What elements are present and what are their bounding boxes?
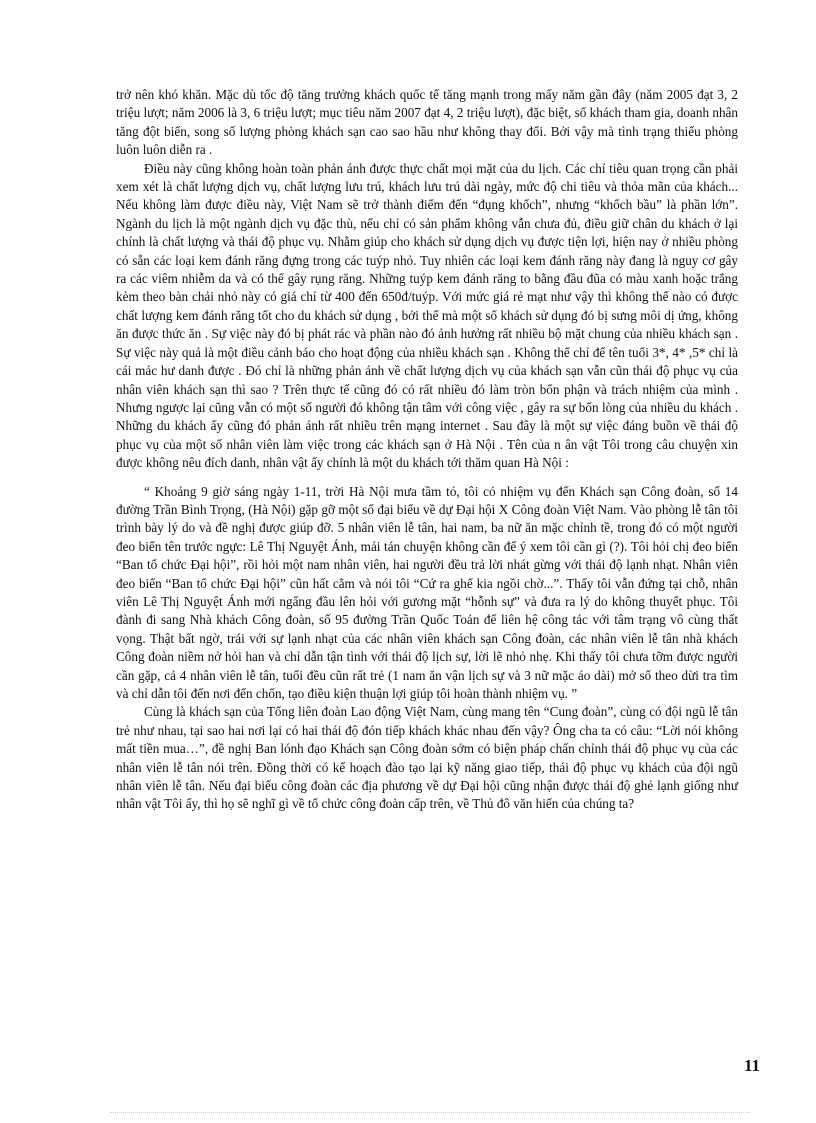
body-text (116, 86, 738, 814)
footer-divider (110, 1112, 750, 1113)
paragraph-4: Cùng là khách sạn của Tổng liên đoàn Lao động Việt Nam, cùng mang tên “Cung đoàn”, cùng có đội ngũ lễ tân trẻ như nhau, tại sao hai nơi lại có hai thái độ đón tiếp khách khác nhau đến vậy? Ông cha ta có câu: “Lời nói không mất tiền mua…”, đề nghị Ban lónh đạo Khách sạn Công đoàn sớm có biện pháp chấn chỉnh thái độ phục vụ của các nhân viên lễ tân nói trên. Đồng thời có kế hoạch đào tạo lại kỹ năng giao tiếp, thái độ phục vụ khách của đội ngũ nhân viên lễ tân. Nếu đại biểu công đoàn các địa phương về dự Đại hội cũng nhận được thái độ ghẻ lạnh giống như nhân vật Tôi ấy, thì họ sẽ nghĩ gì về tổ chức công đoàn cấp trên, về Thủ đô văn hiến của chúng ta? (116, 704, 738, 812)
paragraph-2: Điều này cũng không hoàn toàn phản ánh được thực chất mọi mặt của du lịch. Các chỉ tiêu quan trọng cần phải xem xét là chất lượng dịch vụ, chất lượng lưu trú, khách lưu trú dài ngày, mức độ chi tiêu và thỏa mãn của khách... Nếu không làm được điều này, Việt Nam sẽ trở thành điểm đến “đụng khổch”, nhưng “khổch bầu” là phần lớn”. Ngành du lịch là một ngành dịch vụ đặc thù, nếu chỉ có sản phẩm không vẫn chưa đủ, điều giữ chân du khách ở lại chính là chất lượng và thái độ phục vụ. Nhằm giúp cho khách sử dụng dịch vụ được tiện lợi, hiện nay ở nhiều phòng có sẵn các loại kem đánh răng đựng trong các tuýp nhỏ. Tuy nhiên các loại kem đánh răng này đang là nguy cơ gây ra các viêm nhiễm da và có thể gây rụng răng. Những tuýp kem đánh răng to bằng đầu đũa có màu xanh hoặc trắng kèm theo bàn chải nhỏ này có giá chỉ từ 400 đến 650đ/tuýp. Với mức giá rẻ mạt như vậy thì không thể nào có được chất lượng kem đánh răng tốt cho du khách sử dụng , bởi thế mà một số khách sử dụng đó bị sưng môi dị ứng, không ăn được thức ăn . Sự việc này đó bị phát rác và phần nào đó ảnh hưởng rất nhiều bộ mặt chung của nhiều khách sạn . Sự việc này quả là một điều cảnh báo cho hoạt động của nhiều khách sạn . Không thể chỉ để tên tuổi 3*, 4* ,5* chỉ là cái mác hư danh được . Đó chỉ là những phản ánh về chất lượng dịch vụ của khách sạn vẫn cũn thái độ phục vụ của nhân viên khách sạn thì sao ? Trên thực tế cũng đó có rất nhiều đó làm tròn bổn phận và trách nhiệm của mình . Nhưng ngược lại cũng vẫn có một số người đó không tận tâm với công việc , gây ra sự bốn lòng của nhiều du khách . Những du khách ấy cũng đó phản ánh rất nhiều trên mạng internet . Sau đây là một sự việc đáng buồn về thái độ phục vụ của một số nhân viên làm việc trong các khách sạn ở Hà Nội . Tên của n ân vật Tôi trong câu chuyện xin được không nêu đích danh, nhân vật ấy chính là một du khách tới thăm quan Hà Nội : (116, 160, 738, 471)
paragraph-1: trở nên khó khăn. Mặc dù tốc độ tăng trưởng khách quốc tế tăng mạnh trong mấy năm gần đây (năm 2005 đạt 3, 2 triệu lượt; năm 2006 là 3, 6 triệu lượt; mục tiêu năm 2007 đạt 4, 2 triệu lượt), đặc biệt, số khách tham gia, doanh nhân tăng đột biến, song số lượng phòng khách sạn cao sao hầu như không thay đổi. Bởi vậy mà tình trạng thiếu phòng luôn luôn diễn ra . (116, 87, 738, 158)
page-number: 11 (743, 1056, 760, 1075)
quoted-story-paragraph: “ Khoảng 9 giờ sáng ngày 1-11, trời Hà Nội mưa tầm tó, tôi có nhiệm vụ đến Khách sạn Công đoàn, số 14 đường Trần Bình Trọng, (Hà Nội) gặp gỡ một số đại biểu về dự Đại hội X Công đoàn Việt Nam. Vào phòng lễ tân tôi trình bày lý do và đề nghị được giúp đỡ. 5 nhân viên lễ tân, hai nam, ba nữ ăn mặc chỉnh tề, trong đó có một người đeo biển tên trước ngực: Lê Thị Nguyệt Ánh, mải tán chuyện không cần để ý xem tôi cần gì (?). Tôi hỏi chị đeo biển “Ban tổ chức Đại hội”, rồi hỏi một nam nhân viên, hai người đều trả lời nhát gừng với thái độ lạnh nhạt. Nhân viên đeo biển “Ban tổ chức Đại hội” cũn hất cằm và nói tôi “Cứ ra ghế kia ngồi chờ...”. Thấy tôi vẫn đứng tại chỗ, nhân viên Lê Thị Nguyệt Ánh mới ngẩng đầu lên hỏi với gương mặt “hỗnh sự” và đưa ra lý do không thuyết phục. Tôi đành đi sang Nhà khách Công đoàn, số 95 đường Trần Quốc Toản để liên hệ công tác với tâm trạng vô cùng thất vọng. Thật bất ngờ, trái với sự lạnh nhạt của các nhân viên khách sạn Công đoàn, các nhân viên lễ tân nhà khách Công đoàn niềm nở hỏi han và chỉ dẫn tận tình với thái độ lịch sự, lời lẽ nhỏ nhẹ. Khi thấy tôi chưa tỡm được người cần gặp, cả 4 nhân viên lễ tân, tuổi đều cũn rất trẻ (1 nam ăn vận lịch sự và 3 nữ mặc áo dài) mở sổ theo dừi tra tìm và chỉ dẫn tôi đến nơi đến chốn, tạo điều kiện thuận lợi giúp tôi hoàn thành nhiệm vụ. ” (116, 483, 738, 701)
